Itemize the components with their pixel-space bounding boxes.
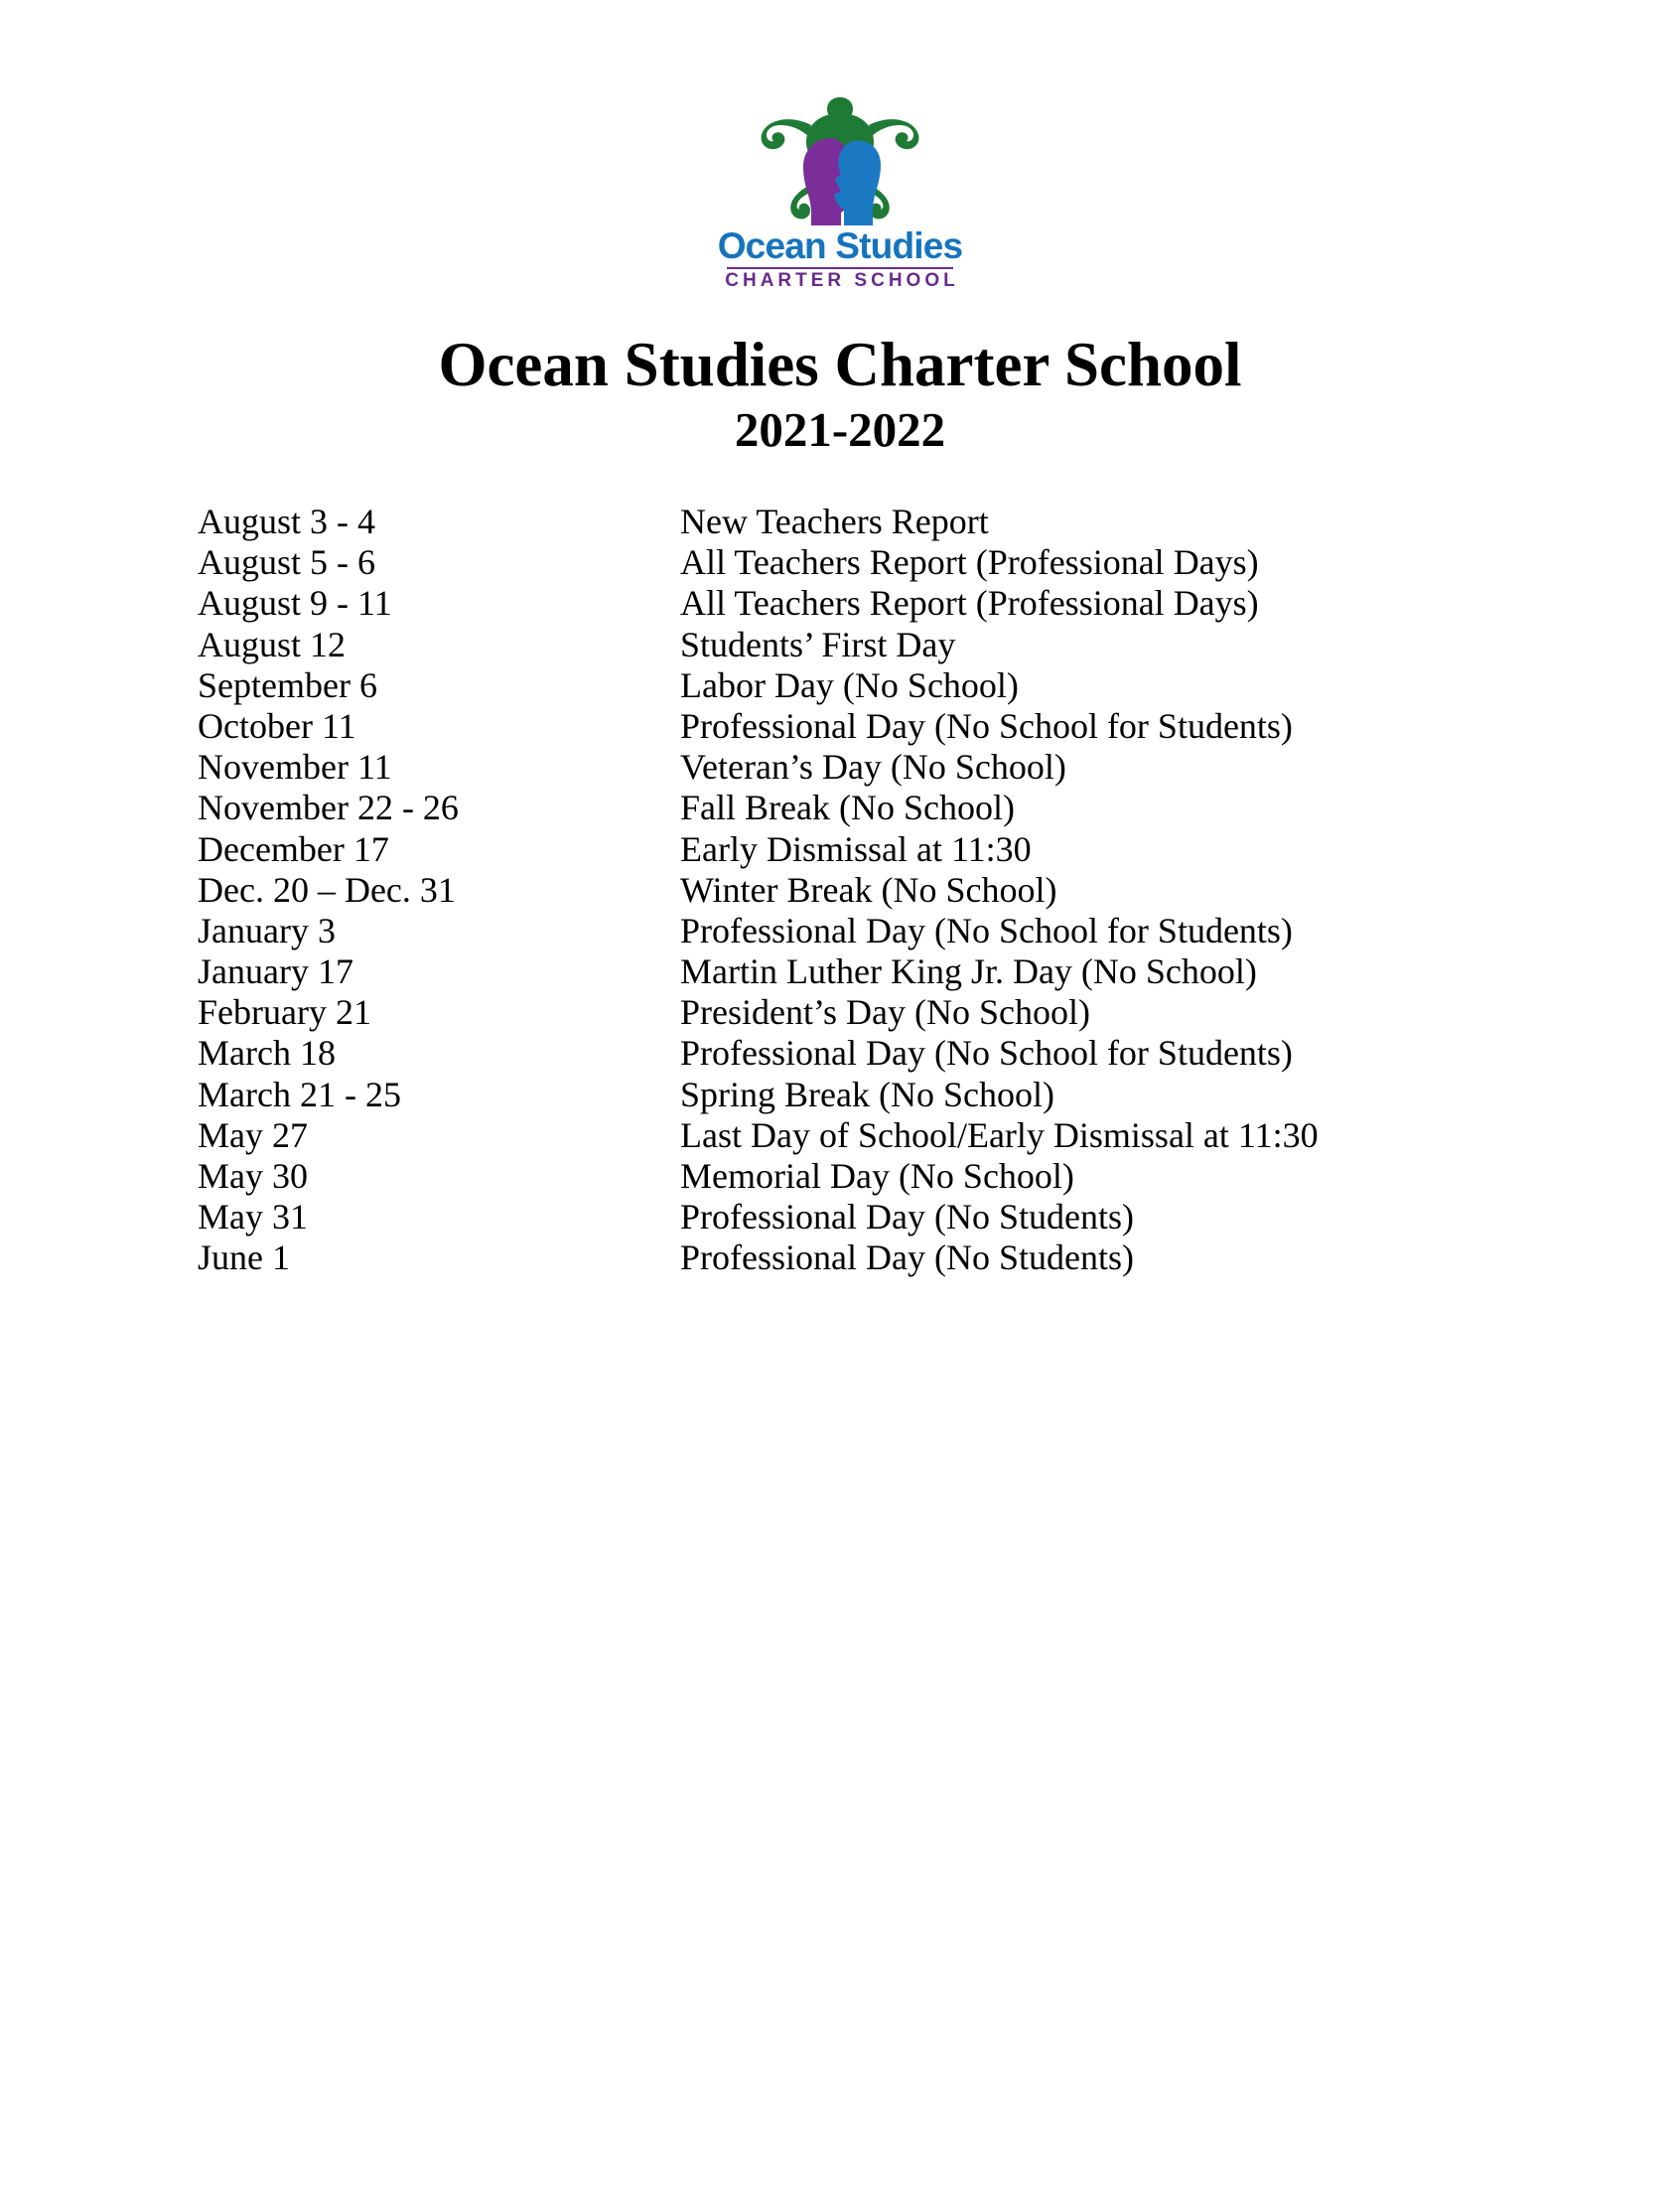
page-subtitle-school-year: 2021-2022 — [734, 401, 946, 457]
logo-wordmark — [717, 225, 963, 291]
calendar-row — [198, 788, 1608, 828]
calendar-row-date: December 17 — [198, 828, 389, 869]
calendar-row-date: August 3 - 4 — [198, 502, 375, 541]
calendar-row-event: New Teachers Report — [680, 502, 989, 541]
calendar-row-event: Early Dismissal at 11:30 — [680, 828, 1032, 869]
calendar-row-date: March 18 — [198, 1033, 336, 1074]
calendar-row — [198, 829, 1608, 870]
sea-turtle-logo-icon — [746, 91, 934, 230]
calendar-row — [198, 625, 1608, 665]
calendar-row-date: January 3 — [198, 910, 336, 950]
calendar-row-event: Students’ First Day — [680, 624, 956, 664]
calendar-row — [198, 870, 1608, 911]
calendar-row — [198, 992, 1608, 1033]
calendar-row — [198, 665, 1608, 706]
calendar-row-date: May 31 — [198, 1197, 308, 1238]
calendar-row-date: May 27 — [198, 1114, 308, 1155]
calendar-row-date: August 5 - 6 — [198, 542, 375, 583]
calendar-row — [198, 583, 1608, 624]
calendar-row — [198, 1033, 1608, 1074]
calendar-row-event: Professional Day (No School for Students) — [680, 910, 1293, 950]
calendar-row-date: November 22 - 26 — [198, 788, 459, 828]
logo-wordmark-sub: CHARTER SCHOOL — [725, 269, 959, 291]
logo-wordmark-main: Ocean Studies — [717, 225, 963, 266]
calendar-row-event: Winter Break (No School) — [680, 869, 1057, 910]
calendar-row-date: August 12 — [198, 624, 347, 664]
calendar-row-date: Dec. 20 – Dec. 31 — [198, 869, 456, 910]
calendar-row-event: Martin Luther King Jr. Day (No School) — [680, 951, 1257, 992]
calendar-row — [198, 1197, 1608, 1238]
calendar-row-date: September 6 — [198, 664, 377, 705]
calendar-row-date: January 17 — [198, 951, 353, 992]
page-title: Ocean Studies Charter School — [438, 330, 1242, 400]
calendar-row-event: Fall Break (No School) — [680, 788, 1015, 828]
calendar-row-event: Professional Day (No Students) — [680, 1197, 1134, 1238]
calendar-row — [198, 1238, 1608, 1278]
calendar-row-event: President’s Day (No School) — [680, 992, 1090, 1033]
calendar-row-event: Veteran’s Day (No School) — [680, 747, 1066, 788]
school-logo — [0, 91, 1680, 290]
calendar-row-event: Memorial Day (No School) — [680, 1156, 1074, 1196]
calendar-row — [198, 951, 1608, 992]
calendar-row — [198, 1075, 1608, 1115]
calendar-row-event: Spring Break (No School) — [680, 1074, 1054, 1114]
calendar-row-event: All Teachers Report (Professional Days) — [680, 542, 1259, 583]
calendar-row-event: Professional Day (No School for Students) — [680, 1033, 1293, 1074]
calendar-row — [198, 747, 1608, 788]
calendar-row-date: August 9 - 11 — [198, 583, 392, 624]
calendar-row-date: May 30 — [198, 1156, 308, 1196]
calendar-row-event: All Teachers Report (Professional Days) — [680, 583, 1259, 624]
school-calendar-list — [198, 502, 1608, 1279]
calendar-row — [198, 1115, 1608, 1156]
calendar-row-event: Professional Day (No School for Students) — [680, 705, 1293, 746]
calendar-row — [198, 502, 1608, 542]
calendar-row-date: November 11 — [198, 747, 392, 788]
calendar-row-date: June 1 — [198, 1238, 290, 1278]
calendar-row-date: October 11 — [198, 705, 356, 746]
calendar-row — [198, 911, 1608, 951]
calendar-row-date: March 21 - 25 — [198, 1074, 401, 1114]
calendar-row — [198, 542, 1608, 583]
calendar-row-event: Professional Day (No Students) — [680, 1238, 1134, 1278]
calendar-row — [198, 706, 1608, 747]
logo-divider-rule — [727, 267, 953, 269]
calendar-row-event: Last Day of School/Early Dismissal at 11:30 — [680, 1114, 1319, 1155]
calendar-row — [198, 1156, 1608, 1197]
calendar-row-date: February 21 — [198, 992, 371, 1033]
calendar-row-event: Labor Day (No School) — [680, 664, 1019, 705]
